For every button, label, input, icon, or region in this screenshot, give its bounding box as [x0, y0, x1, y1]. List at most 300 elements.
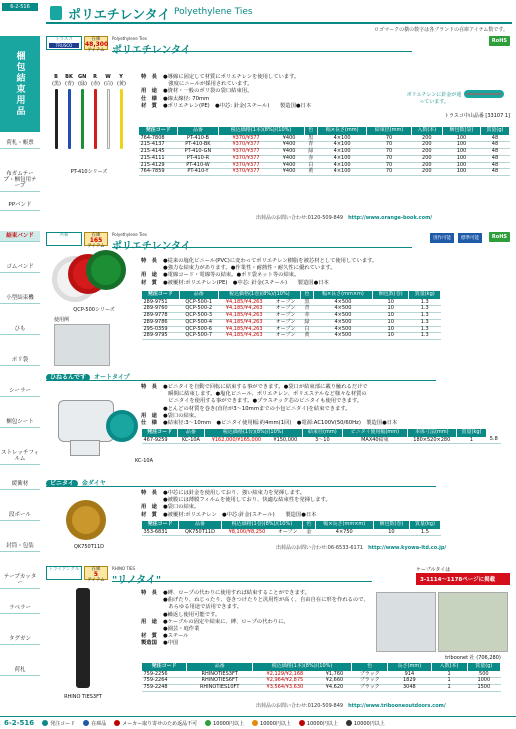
spec-key: 材 質: [141, 279, 157, 286]
table-cell: ¥4,185/¥4,263: [218, 313, 270, 320]
column-header: 品番: [179, 291, 218, 300]
table-cell: ¥4,185/¥4,263: [218, 306, 270, 313]
table-cell: 759-2248: [142, 685, 187, 692]
rohs-badge: RoHS: [489, 36, 510, 46]
usage-photo: [54, 324, 110, 366]
table-cell: ¥162,000/¥165,000: [204, 437, 268, 444]
product-table-5: [141, 662, 501, 692]
table-cell: 100: [443, 135, 481, 142]
tie-icon: [81, 89, 84, 149]
footer-contact: 出荷品のお問い合わせ:06-6533-6171 http://www.kyowa-ltd.co.jp/: [276, 545, 447, 551]
table-cell: 48: [480, 155, 509, 162]
table-cell: ¥370/¥377: [218, 135, 274, 142]
table-cell: 10: [373, 333, 409, 340]
table-cell: ¥370/¥377: [218, 149, 274, 156]
legend-dot-icon: [252, 720, 258, 726]
swatch-code: B: [54, 74, 58, 80]
table-cell: QCP-500-3: [179, 313, 218, 320]
custom-order-badge: 別作可能: [430, 233, 454, 243]
table-cell: 4×100: [317, 169, 367, 176]
sidebar-item[interactable]: タグガン: [0, 634, 40, 645]
swatch: [65, 74, 73, 149]
sidebar-item[interactable]: 緩衝材: [0, 479, 40, 490]
column-header: 質量(g): [467, 663, 500, 672]
spec-row: [141, 420, 506, 427]
table-cell: オープン: [270, 319, 300, 326]
sidebar-item[interactable]: 荷札・帳票: [0, 138, 40, 149]
table-cell: RHINOTIES10FT: [187, 685, 253, 692]
spec-list: [141, 590, 411, 648]
table-cell: ¥1,760: [317, 671, 351, 678]
spec-row: [141, 612, 411, 619]
photo-caption: triboonet 社 (706,280): [445, 655, 501, 661]
table-cell: 100: [443, 169, 481, 176]
gold-reel-icon: [66, 500, 106, 540]
table-cell: 70: [367, 169, 411, 176]
table-cell: 764-7808: [139, 135, 178, 142]
column-header: 税込価格(1台)(8%)/(10%): [204, 429, 302, 438]
spec-key: 材 質: [141, 511, 157, 518]
table-cell: 500: [467, 671, 500, 678]
table-cell: 200: [411, 142, 442, 149]
table-cell: 10: [373, 319, 409, 326]
column-header: 色: [352, 663, 388, 672]
table-cell: 467-9259: [142, 437, 178, 444]
table-cell: ブラック: [352, 678, 388, 685]
table-cell: 759-2256: [142, 671, 187, 678]
column-header: 発注コード: [142, 429, 178, 438]
table-cell: ¥400: [274, 135, 304, 142]
table-cell: 赤: [304, 155, 317, 162]
section-kyowa-pe-ties: [46, 232, 510, 370]
table-cell: PT-410-GN: [178, 149, 218, 156]
table-cell: QK750T11D: [179, 529, 221, 536]
column-header: 品番: [178, 127, 218, 136]
legend-label: 10000円以上: [260, 720, 291, 727]
rhino-tie-image: [76, 588, 90, 688]
spec-value: ●被覆材:ポリエチレン(PE) ●中芯: 針金(スチール) 製造国●日本: [163, 279, 329, 286]
table-cell: 1: [431, 678, 467, 685]
spec-value: ●園芸・庭作業: [163, 626, 200, 633]
table-cell: 4×500: [313, 319, 372, 326]
stock-badge: 在庫 165 アイテム: [84, 232, 108, 246]
table-cell: 緑: [301, 319, 314, 326]
column-header: 入数(本): [411, 127, 442, 136]
page-ref-ribbon: 3-1114～1178ページに掲載: [416, 573, 510, 585]
table-cell: ¥4,620: [317, 685, 351, 692]
table-cell: 10: [373, 306, 409, 313]
column-header: 品番: [178, 429, 205, 438]
column-header: 発注コード: [142, 291, 180, 300]
table-header-row: [139, 127, 510, 136]
page-title: ポリエチレンタイ: [68, 8, 171, 23]
table-cell: 1000: [467, 678, 500, 685]
swatch-code: W: [105, 74, 111, 80]
table-cell: MAX40結束: [343, 437, 407, 444]
sidebar-item[interactable]: 荷札: [0, 665, 40, 676]
spec-row: [141, 272, 506, 279]
spec-key: 仕 様: [141, 95, 157, 102]
table-cell: ブラック: [352, 671, 388, 678]
page-subtitle: Polyethylene Ties: [174, 7, 253, 17]
table-cell: QCP-500-6: [179, 326, 218, 333]
page-header: [40, 0, 516, 34]
spec-row: [141, 280, 506, 287]
table-row[interactable]: [142, 529, 441, 536]
table-cell: オープン: [270, 313, 300, 320]
spec-value: ビニタイを使用する事ができます。●プラスチック芯のビニタイも使用できます。: [163, 398, 363, 405]
legend-label: 発注コード: [50, 720, 76, 727]
spec-key: 材 質: [141, 633, 157, 640]
table-cell: 764-7859: [139, 169, 178, 176]
spec-key: 特 長: [141, 74, 157, 80]
spec-key: 用 途: [141, 412, 157, 419]
sidebar-item[interactable]: 段ボール: [0, 510, 40, 521]
legend-dot-icon: [346, 720, 352, 726]
ribbon-caption: ケーブルタイは: [416, 567, 451, 573]
table-cell: 4×100: [317, 155, 367, 162]
column-header: 本体寸法(mm): [407, 429, 456, 438]
table-cell: 赤: [301, 313, 314, 320]
table-cell: ¥150,000: [269, 437, 303, 444]
table-cell: QCP-500-2: [179, 306, 218, 313]
table-cell: 180×520×280: [407, 437, 456, 444]
stock-badge: 在庫 5 アイテム: [84, 566, 108, 580]
product-table-4: [141, 520, 441, 536]
usage-photo-tree: [438, 592, 508, 652]
column-header: 質量(g): [480, 127, 509, 136]
table-row[interactable]: [142, 685, 501, 692]
table-cell: 295-0359: [142, 326, 180, 333]
column-header: 質量(kg): [409, 521, 440, 530]
table-cell: オープン: [270, 333, 300, 340]
sidebar-item[interactable]: シーラー: [0, 386, 40, 397]
legend-label: 10000円以上: [213, 720, 245, 727]
legend-item: [252, 720, 291, 727]
table-cell: PT-410-R: [178, 155, 218, 162]
spec-value: ●スチール: [163, 633, 189, 640]
table-cell: 青: [301, 306, 314, 313]
table-cell: 48: [480, 149, 509, 156]
table-cell: 70: [367, 162, 411, 169]
spec-key: 用 途: [141, 88, 157, 95]
swatch-code: GN: [78, 74, 87, 80]
swatch: [78, 74, 86, 149]
legend-label: メーカー取り寄せのため返品不可: [122, 720, 198, 727]
page-legend: [0, 716, 516, 729]
table-cell: 215-4145: [139, 149, 178, 156]
table-cell: ¥4,185/¥4,263: [218, 299, 270, 306]
table-cell: 金: [303, 529, 315, 536]
table-cell: 4×750: [315, 529, 373, 536]
table-cell: 黒: [301, 299, 314, 306]
sidebar-item[interactable]: ラベラー: [0, 603, 40, 614]
table-cell: RHINOTIES6FT: [187, 678, 253, 685]
table-header-row: [142, 429, 502, 438]
table-cell: 1.3: [409, 333, 441, 340]
table-cell: 200: [411, 155, 442, 162]
swatch: [91, 74, 99, 149]
spec-row: [141, 640, 411, 647]
table-cell: 10: [373, 313, 409, 320]
table-cell: ¥4,185/¥4,263: [218, 319, 270, 326]
coil-green-icon: [86, 250, 126, 290]
spec-key: 用 途: [141, 504, 157, 511]
column-header: ビニタイ使用幅(mm): [343, 429, 407, 438]
sidebar-item[interactable]: ポリ袋: [0, 355, 40, 366]
legend-item: [346, 720, 385, 727]
table-cell: 1.3: [409, 313, 441, 320]
sidebar-item[interactable]: ストレッチフィルム: [0, 448, 40, 465]
machine-caption: KC-10A: [134, 458, 154, 464]
column-header: 幅×長さ(mm×m): [315, 521, 373, 530]
table-cell: 100: [443, 155, 481, 162]
table-cell: 914: [388, 671, 431, 678]
table-cell: 4×500: [313, 326, 372, 333]
machine-base: [70, 440, 100, 456]
table-cell: 10: [373, 299, 409, 306]
sidebar-item[interactable]: ひも: [0, 324, 40, 335]
column-header: 税込価格(1巻)(8%)/(10%): [221, 521, 303, 530]
table-cell: ¥2,660: [317, 678, 351, 685]
table-cell: オープン: [270, 299, 300, 306]
sub-title-kc10a: ひねるんです オートタイプ: [46, 372, 436, 381]
swatch-code: Y: [119, 74, 123, 80]
table-cell: 100: [443, 142, 481, 149]
sidebar-item[interactable]: 梱包シート: [0, 417, 40, 428]
spec-row: [141, 96, 411, 103]
sidebar-item[interactable]: PPバンド: [0, 200, 40, 211]
table-cell: 289-9786: [142, 319, 180, 326]
table-cell: 1.5: [409, 529, 440, 536]
column-header: 質量(kg): [456, 429, 486, 438]
table-cell: 青: [304, 142, 317, 149]
table-cell: 5.8: [487, 437, 501, 444]
sidebar-item[interactable]: テープカッター: [0, 572, 40, 589]
table-cell: ¥370/¥377: [218, 142, 274, 149]
spec-value: ●導線に固定して材質にポリエチレンを使用しています。: [163, 74, 300, 80]
spec-row: [141, 103, 411, 110]
swatch-name: (黄): [117, 81, 126, 87]
spec-key: 特 長: [141, 490, 157, 496]
table-cell: PT-410-Y: [178, 169, 218, 176]
table-cell: 1: [431, 671, 467, 678]
spec-row: [141, 398, 506, 405]
table-cell: 759-2264: [142, 678, 187, 685]
table-cell: QCP-500-7: [179, 333, 218, 340]
table-cell: 4×100: [317, 149, 367, 156]
spec-row: [141, 504, 506, 511]
column-header: 梱包数(巻): [373, 521, 409, 530]
table-cell: 1: [456, 437, 486, 444]
tie-icon: [68, 89, 71, 149]
table-cell: 4×500: [313, 333, 372, 340]
table-cell: 10: [373, 529, 409, 536]
swatch-code: BK: [65, 74, 73, 80]
stock-badge: 在庫 48,300 アイテム: [85, 37, 109, 53]
swatch-name: (赤): [91, 81, 100, 87]
table-cell: ¥3,564/¥3,630: [252, 685, 317, 692]
table-row[interactable]: [139, 169, 510, 176]
table-cell: 4×500: [313, 306, 372, 313]
swatch-name: (緑): [78, 81, 87, 87]
table-cell: ¥4,185/¥4,263: [218, 326, 270, 333]
spec-value: ●袋口の結束。: [163, 412, 200, 419]
table-cell: 100: [443, 149, 481, 156]
column-header: 幅×長さ(mm×m): [313, 291, 372, 300]
tie-icon: [94, 89, 97, 149]
table-cell: 289-9795: [142, 333, 180, 340]
table-cell: 4×100: [317, 162, 367, 169]
legend-dot-icon: [299, 720, 305, 726]
legend-label: 10000円以上: [306, 720, 338, 727]
table-cell: 1829: [388, 678, 431, 685]
table-row[interactable]: [142, 333, 441, 340]
sidebar-item[interactable]: 小型結束機: [0, 293, 40, 304]
table-cell: 10: [373, 326, 409, 333]
column-header: 税込価格(1本)(8%)/(10%): [218, 127, 304, 136]
table-cell: 48: [480, 135, 509, 142]
spec-value: ●ケーブルの固定や結束に、縛、ロープの代わりに。: [163, 618, 289, 625]
table-cell: ¥400: [274, 149, 304, 156]
spec-value: ●資材・一般のポリ袋の袋口結束用。: [163, 88, 253, 95]
column-header: 色: [304, 127, 317, 136]
table-header-row: [142, 291, 441, 300]
section-rhino-ties: [46, 566, 510, 712]
spec-key: 特 長: [141, 384, 157, 390]
table-cell: 200: [411, 149, 442, 156]
product-table-2: [141, 290, 441, 340]
header-note: ロゴマークの横の数字は各ブランドの在庫アイテム数です。: [374, 27, 508, 33]
table-cell: 白: [301, 326, 314, 333]
spec-value: ●電線コード・電線等の結束。●ポリ袋ネット等の結束。: [163, 272, 300, 279]
table-cell: 48: [480, 142, 509, 149]
trusco-logo: TRUSCO: [49, 43, 79, 48]
maker-badge: トライアングル: [46, 566, 82, 580]
series-caption: PT-410シリーズ: [70, 169, 108, 175]
table-header-row: [142, 521, 441, 530]
table-cell: 1500: [467, 685, 500, 692]
table-cell: 3～10: [302, 437, 343, 444]
table-cell: ¥2,964/¥2,875: [252, 678, 317, 685]
footer-contact: 出荷品のお問い合わせ:0120-509-849 http://www.tribooneoutdoors.com/: [256, 703, 446, 709]
table-cell: オープン: [270, 306, 300, 313]
table-cell: 48: [480, 162, 509, 169]
column-header: 長さ(mm): [388, 663, 431, 672]
side-note: ポリエチレンに針金が通っています。: [406, 92, 462, 105]
table-cell: 70: [367, 142, 411, 149]
product-title: RHINO TIES "リノタイ": [112, 566, 372, 582]
table-cell: RHINOTIES3FT: [187, 671, 253, 678]
sub-title-binitai: ビニタイ 金ダイヤ: [46, 478, 436, 487]
column-header: 品番: [179, 521, 221, 530]
spec-row: [141, 633, 411, 640]
sidebar-item[interactable]: 結束バンド: [0, 231, 40, 242]
sidebar-item[interactable]: 布ガムテープ・梱包用テープ: [0, 169, 40, 192]
table-cell: 70: [367, 155, 411, 162]
maker-badge: トラスコ TRUSCO: [46, 36, 82, 50]
spec-list: [141, 258, 506, 287]
table-cell: 215-4129: [139, 162, 178, 169]
column-header: 発注コード: [142, 521, 179, 530]
table-cell: 200: [411, 169, 442, 176]
table-row[interactable]: [142, 437, 502, 444]
section-kc10a: [46, 382, 510, 478]
spec-row: [141, 413, 506, 420]
column-header: 梱包数(巻): [373, 291, 409, 300]
table-cell: 48: [480, 169, 509, 176]
spec-row: [141, 512, 506, 519]
swatch-name: (黒): [52, 81, 61, 87]
legend-dot-icon: [205, 720, 211, 726]
spec-value: ●袋口の結束。: [163, 504, 200, 511]
spec-value: ●とんどの材質を巻き(直径が3～10mmまでの小包ビニタイ)を結束できます。: [163, 405, 351, 412]
spec-value: あらゆる用途で活用できます。: [163, 604, 243, 611]
table-cell: ブラック: [352, 685, 388, 692]
spec-value: 強度にニールが採用されています。: [163, 81, 253, 88]
table-cell: ¥370/¥377: [218, 169, 274, 176]
spec-key: 製造国: [141, 640, 157, 647]
rohs-badge: RoHS: [489, 232, 510, 242]
spec-list: [141, 384, 506, 427]
sidebar-item[interactable]: ゴムバンド: [0, 262, 40, 273]
spec-value: ●曲げたり、ねじったり、巻きつけたりと汎用性が高く、自由自在に形を作れるので、: [163, 597, 369, 604]
table-cell: 黄: [301, 333, 314, 340]
table-cell: 黄: [304, 169, 317, 176]
column-header: 品番: [187, 663, 253, 672]
table-cell: 1.3: [409, 299, 441, 306]
column-header: 結束径(mm): [302, 429, 343, 438]
column-header: 幅×長さ(mm): [317, 127, 367, 136]
product-caption: RHINO TIES3FT: [64, 694, 102, 700]
column-header: 発注コード: [139, 127, 178, 136]
spec-value: ●中国: [163, 640, 179, 647]
spec-row: [141, 406, 506, 413]
title-mark: [50, 6, 62, 20]
column-header: 税込価格(1巻)(8%)/(10%): [218, 291, 301, 300]
spec-key: 用 途: [141, 272, 157, 279]
sidebar-item[interactable]: 封筒・包装: [0, 541, 40, 552]
swatch: [117, 74, 125, 149]
legend-label: 在庫品: [91, 720, 107, 727]
spec-list: [141, 490, 506, 519]
table-cell: ¥8,100/¥8,250: [221, 529, 273, 536]
table-cell: 1.3: [409, 326, 441, 333]
table-cell: 289-9778: [142, 313, 180, 320]
legend-item: [205, 720, 244, 727]
table-cell: ¥370/¥377: [218, 162, 274, 169]
table-cell: 100: [443, 162, 481, 169]
table-cell: ¥2,129/¥2,168: [252, 671, 317, 678]
table-cell: ¥400: [274, 155, 304, 162]
table-cell: 70: [367, 135, 411, 142]
spec-value: ●強力な結束力があります。●作業性・耐熱性・耐久性に優れています。: [163, 265, 336, 272]
reel-caption: QK750T11D: [73, 544, 105, 550]
product-table-3: [141, 428, 501, 444]
column-header: 結束径(mm): [367, 127, 411, 136]
table-cell: ¥400: [274, 142, 304, 149]
spec-row: [141, 604, 411, 611]
swatch: [104, 74, 112, 149]
tie-icon: [55, 89, 58, 149]
section-qk750: [46, 488, 510, 556]
table-cell: オープン: [270, 326, 300, 333]
table-cell: ¥400: [274, 169, 304, 176]
spec-row: [141, 619, 411, 626]
table-cell: 289-9751: [142, 299, 180, 306]
swatch-name: (白): [104, 81, 113, 87]
spec-key: 材 質: [141, 102, 157, 109]
